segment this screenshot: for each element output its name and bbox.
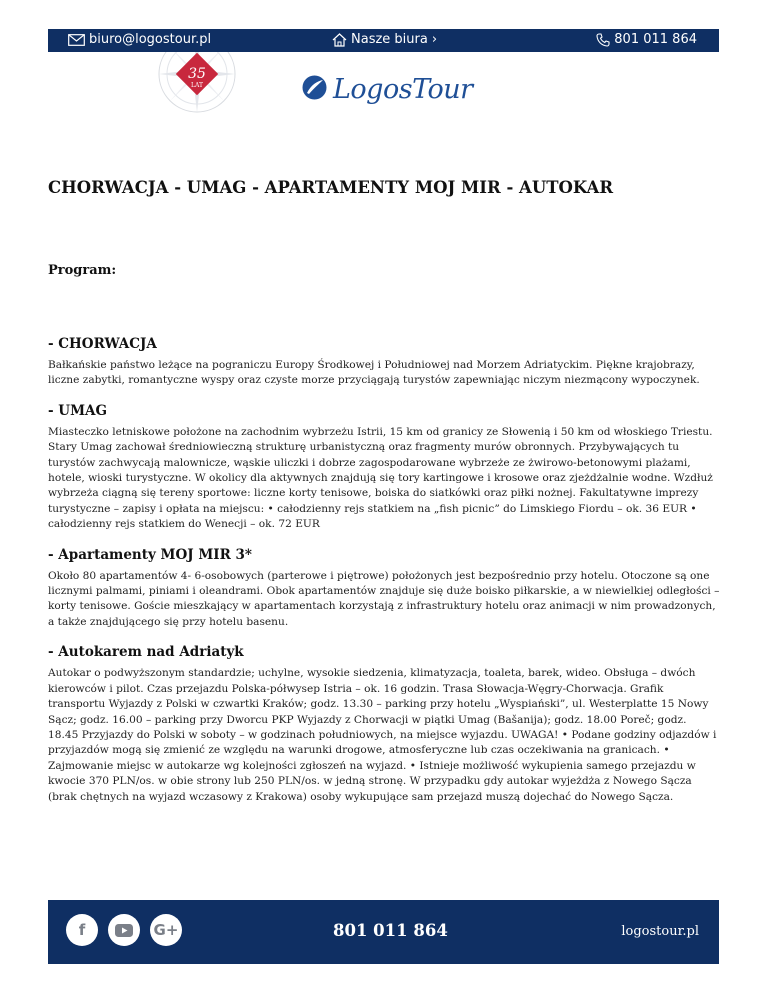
footer-phone[interactable]: 801 011 864 (333, 921, 448, 940)
program-label: Program: (48, 263, 117, 278)
feather-globe-icon (302, 75, 327, 104)
top-contact-bar (48, 29, 719, 52)
section-heading: - CHORWACJA (48, 336, 157, 352)
logostour-logo[interactable] (302, 74, 473, 105)
section-heading: - Autokarem nad Adriatyk (48, 644, 244, 661)
google-plus-icon[interactable]: G+ (150, 914, 182, 946)
section-autokar (48, 644, 720, 805)
offices-link[interactable] (332, 32, 437, 47)
envelope-icon (68, 34, 85, 46)
phone-icon (596, 33, 610, 47)
section-heading: - UMAG (48, 402, 108, 419)
footer-website-link[interactable]: logostour.pl (621, 924, 699, 939)
phone-text: 801 011 864 (614, 32, 697, 47)
section-text: Bałkańskie państwo leżące na pograniczu Europy Środkowej i Południowej nad Morzem Adriatyckim. Piękne krajobrazy, liczne zabytki, romantyczne wyspy oraz czyste morze przyciągają turystów zapewniając niczym niezmącony wypoczynek. (48, 359, 700, 387)
section-text: Miasteczko letniskowe położone na zachodnim wybrzeżu Istrii, 15 km od granicy ze Słowenią i 50 km od włoskiego Triestu. Stary Umag zachował średniowieczną strukturę urbanistyczną oraz fragmenty murów obronnych. Przybywających tu turystów zachwycają malownicze, wąskie uliczki i dobrze zagospodarowane wybrzeże ze żwirowo-betonowymi plażami, hotele, wioski turystyczne. W okolicy dla aktywnych znajdują się tory kartingowe i krosowe oraz zjeżdżalnie wodne. Wzdłuż wybrzeża ciągną się tereny sportowe: liczne korty tenisowe, boiska do siatkówki oraz piłki nożnej. Fakultatywne imprezy turystyczne – zapisy i opłata na miejscu: • całodzienny rejs statkiem na „fish picnic” do Limskiego Fiordu – ok. 36 EUR • całodzienny rejs statkiem do Wenecji – ok. 72 EUR (48, 425, 713, 531)
email-text: biuro@logostour.pl (89, 32, 212, 47)
page-title: CHORWACJA - UMAG - APARTAMENTY MOJ MIR - AUTOKAR (48, 178, 614, 197)
section-text: Autokar o podwyższonym standardzie; uchylne, wysokie siedzenia, klimatyzacja, toaleta, barek, wideo. Obsługa – dwóch kierowców i pilot. Czas przejazdu Polska-półwysep Istria – ok. 16 godzin. Trasa Słowacja-Węgry-Chorwacja. Grafik transportu Wyjazdy z Polski w czwartki Kraków; godz. 13.30 – parking przy hotelu „Wyspiański”, ul. Westerplatte 15 Nowy Sącz; godz. 16.00 – parking przy Dworcu PKP Wyjazdy z Chorwacji w piątki Umag (Bašanija); godz. 18.00 Poreč; godz. 18.45 Przyjazdy do Polski w soboty – w godzinach południowych, na miejsce wyjazdu. UWAGA! • Podane godziny odjazdów i przyjazdów mogą się zmienić ze względu na warunki drogowe, atmosferyczne lub czas oczekiwania na granicach. • Zajmowanie miejsc w autokarze wg kolejności zgłoszeń na wyjazd. • Istnieje możliwość wykupienia samego przejazdu w kwocie 370 PLN/os. w obie strony lub 250 PLN/os. w jedną stronę. W przypadku gdy autokar wyjeżdża z Nowego Sącza (brak chętnych na wyjazd wczasowy z Krakowa) osoby wykupujące sam przejazd muszą dojechać do Nowego Sącza. (48, 667, 717, 803)
section-apartamenty (48, 547, 720, 631)
offices-text: Nasze biura (351, 32, 428, 47)
program-sections (48, 336, 720, 819)
email-link[interactable] (68, 32, 211, 47)
logo-text: LogosTour (333, 74, 473, 105)
section-heading: - Apartamenty MOJ MIR 3* (48, 546, 252, 563)
section-umag (48, 403, 720, 533)
home-icon (332, 33, 347, 47)
footer-bar (48, 900, 719, 964)
section-chorwacja (48, 336, 720, 389)
youtube-icon[interactable] (108, 914, 140, 946)
section-text: Około 80 apartamentów 4- 6-osobowych (parterowe i piętrowe) położonych jest bezpośrednio przy hotelu. Otoczone są one licznymi palmami, piniami i oleandrami. Obok apartamentów znajduje się duże boisko piłkarskie, a w niewielkiej odległości – korty tenisowe. Goście mieszkający w apartamentach korzystają z infrastruktury hotelu oraz animacji w nim prowadzonych, a także znajdującego się przy hotelu basenu. (48, 569, 720, 628)
phone-link[interactable] (596, 32, 697, 47)
anniversary-number: 35 (188, 66, 206, 82)
anniversary-compass-seal (155, 52, 239, 128)
social-links (66, 914, 182, 946)
facebook-icon[interactable]: f (66, 914, 98, 946)
anniversary-word: LAT (191, 82, 203, 89)
chevron-right-icon: › (431, 32, 438, 47)
